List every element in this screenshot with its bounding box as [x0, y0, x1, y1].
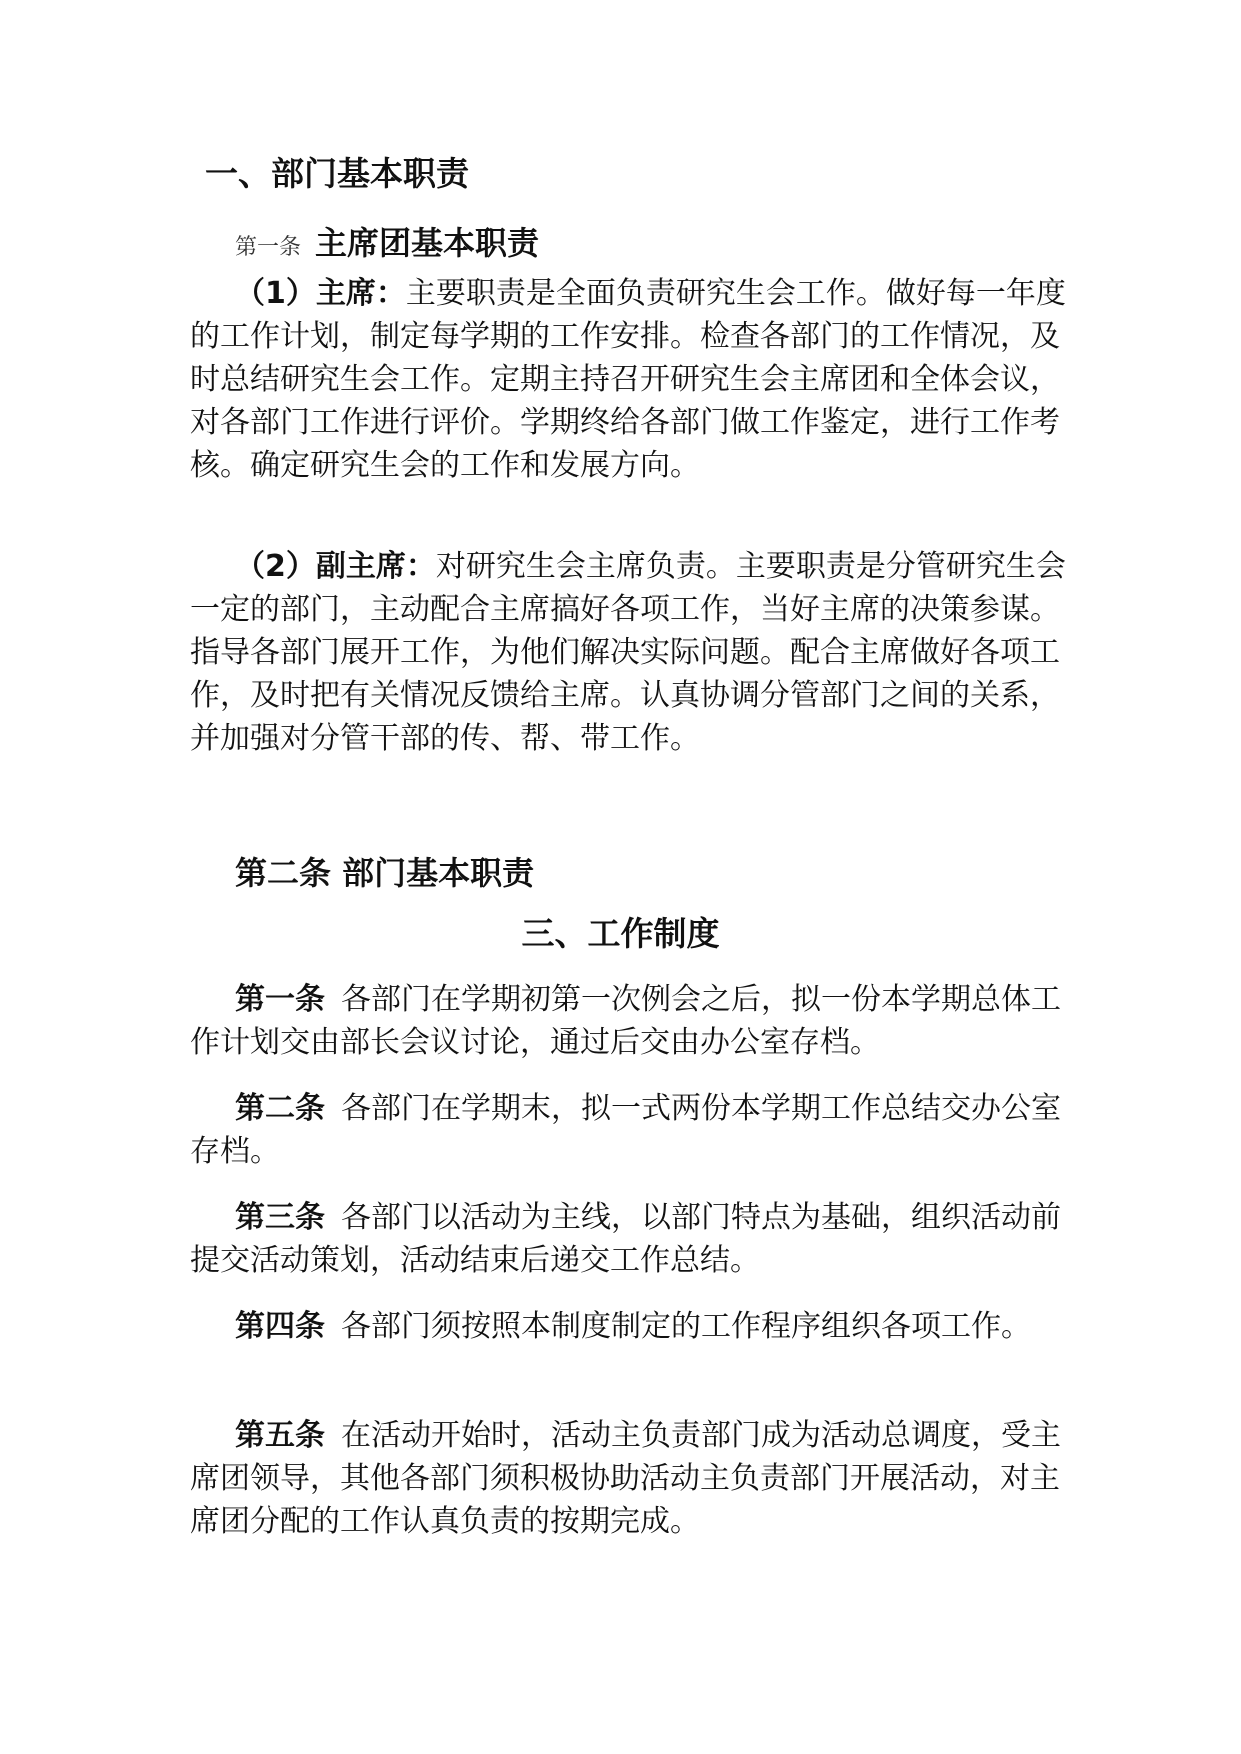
rule-one-label: 第一条 — [235, 982, 325, 1017]
chairman-text: 主要职责是全面负责研究生会工作。做好每一年度的工作计划，制定每学期的工作安排。检查各部门的工作情况，及时总结研究生会工作。定期主持召开研究生会主席团和全体会议，对各部门工作进行评价。学期终给各部门做工作鉴定，进行工作考核。确定研究生会的工作和发展方向。 — [190, 276, 1066, 483]
rule-five-text: 在活动开始时，活动主负责部门成为活动总调度，受主席团领导，其他各部门须积极协助活动主负责部门开展活动，对主席团分配的工作认真负责的按期完成。 — [190, 1418, 1061, 1539]
rule-one — [190, 978, 1070, 1064]
article-two-heading: 第二条 部门基本职责 — [235, 854, 535, 892]
article-one-title: 主席团基本职责 — [315, 224, 540, 262]
chairman-label: （1）主席： — [235, 276, 406, 311]
rule-four-text: 各部门须按照本制度制定的工作程序组织各项工作。 — [341, 1309, 1031, 1344]
rule-two-text: 各部门在学期末，拟一式两份本学期工作总结交办公室存档。 — [190, 1091, 1061, 1169]
rule-four-label: 第四条 — [235, 1309, 325, 1344]
rule-four — [190, 1305, 1070, 1348]
section-heading-three: 三、工作制度 — [521, 914, 720, 953]
rule-two — [190, 1087, 1070, 1173]
rule-three — [190, 1196, 1070, 1282]
vice-chairman-text: 对研究生会主席负责。主要职责是分管研究生会一定的部门，主动配合主席搞好各项工作，当好主席的决策参谋。指导各部门展开工作，为他们解决实际问题。配合主席做好各项工作，及时把有关情况反馈给主席。认真协调分管部门之间的关系，并加强对分管干部的传、帮、带工作。 — [190, 549, 1066, 756]
rule-one-text: 各部门在学期初第一次例会之后，拟一份本学期总体工作计划交由部长会议讨论，通过后交由办公室存档。 — [190, 982, 1061, 1060]
vice-chairman-label: （2）副主席： — [235, 549, 436, 584]
rule-five — [190, 1414, 1070, 1543]
rule-three-text: 各部门以活动为主线，以部门特点为基础，组织活动前提交活动策划，活动结束后递交工作总结。 — [190, 1200, 1061, 1278]
article-one-heading — [235, 218, 539, 264]
paragraph-chairman — [190, 272, 1070, 487]
rule-five-label: 第五条 — [235, 1418, 325, 1453]
section-heading-one: 一、部门基本职责 — [205, 154, 469, 193]
paragraph-vice-chairman — [190, 545, 1070, 760]
article-one-label: 第一条 — [235, 235, 302, 260]
rule-two-label: 第二条 — [235, 1091, 325, 1126]
rule-three-label: 第三条 — [235, 1200, 325, 1235]
